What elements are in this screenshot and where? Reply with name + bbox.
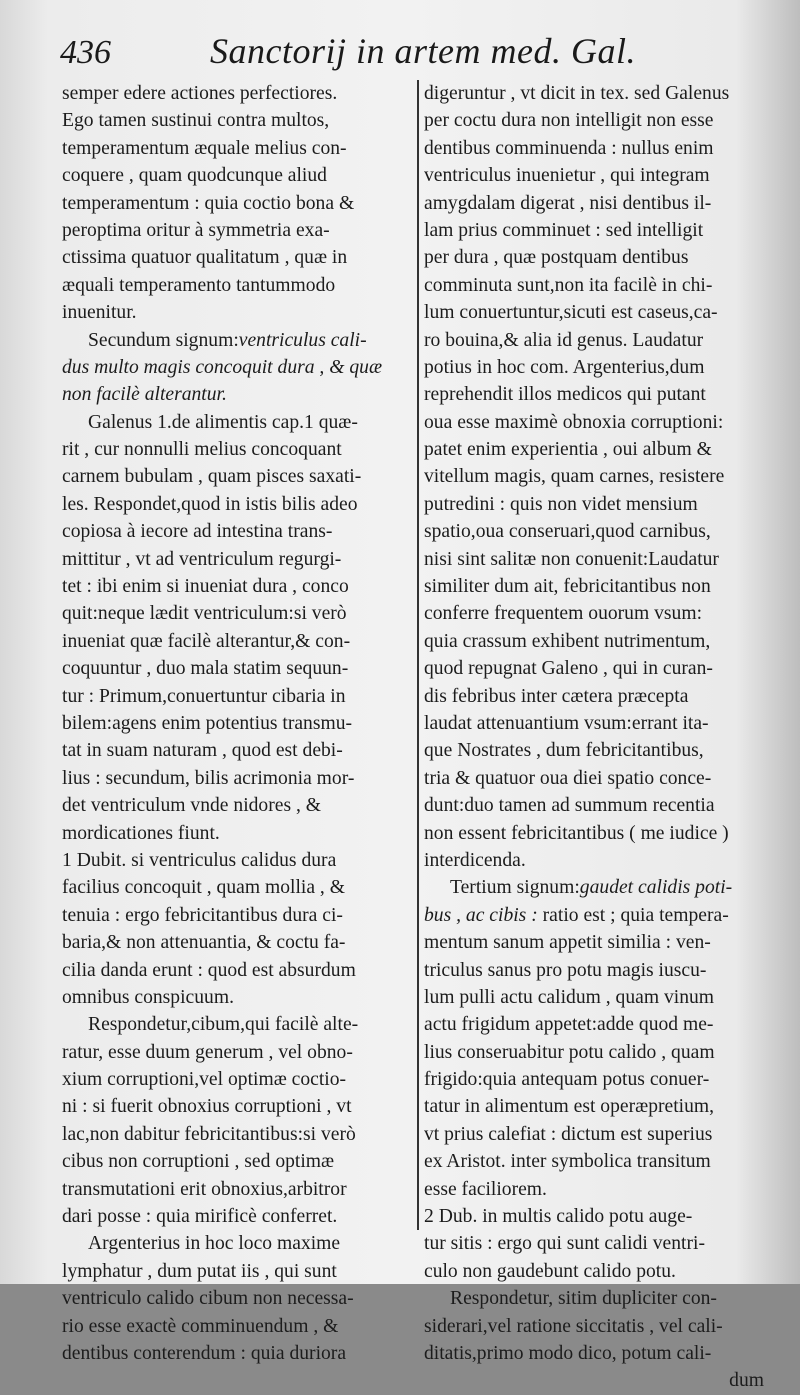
italic-text: gaudet calidis poti- xyxy=(579,877,733,899)
text-line xyxy=(62,1011,412,1038)
italic-text: ventriculus cali- xyxy=(238,329,367,351)
text-line xyxy=(62,683,412,710)
line-text: dum xyxy=(729,1370,764,1392)
line-text: les. Respondet,quod in istis bilis adeo xyxy=(62,493,358,515)
line-text: inuenitur. xyxy=(62,302,137,324)
text-line xyxy=(62,1148,412,1175)
text-line xyxy=(424,1367,764,1394)
text-line xyxy=(62,655,412,682)
text-line xyxy=(424,628,764,655)
line-text: non essent febricitantibus ( me iudice ) xyxy=(424,822,729,844)
line-text: tur sitis : ergo qui sunt calidi ventri- xyxy=(424,1233,705,1255)
italic-text: bus , ac cibis : xyxy=(424,904,538,926)
text-line xyxy=(62,217,412,244)
text-line xyxy=(424,984,764,1011)
column-divider xyxy=(417,80,419,1230)
line-text: actu frigidum appetet:adde quod me- xyxy=(424,1014,714,1036)
line-text: potius in hoc com. Argenterius,dum xyxy=(424,356,705,378)
text-line xyxy=(62,518,412,545)
text-line xyxy=(424,1313,764,1340)
line-text: tenuia : ergo febricitantibus dura ci- xyxy=(62,904,343,926)
text-line xyxy=(62,1340,412,1367)
text-line xyxy=(424,327,764,354)
line-text: similiter dum ait, febricitantibus non xyxy=(424,576,711,598)
line-text: facilius concoquit , quam mollia , & xyxy=(62,877,345,899)
line-text: digeruntur , vt dicit in tex. sed Galenus xyxy=(424,83,730,104)
line-text: tria & quatuor oua diei spatio conce- xyxy=(424,767,712,789)
line-text: oua esse maximè obnoxia corruptioni: xyxy=(424,411,724,433)
text-line xyxy=(424,1340,764,1367)
text-line xyxy=(424,1258,764,1285)
text-line xyxy=(62,1230,412,1257)
text-line xyxy=(424,1230,764,1257)
text-line xyxy=(62,902,412,929)
page-number: 436 xyxy=(60,34,111,71)
text-line xyxy=(62,1203,412,1230)
line-text: dari posse : quia mirificè conferret. xyxy=(62,1206,338,1228)
line-text: cilia danda erunt : quod est absurdum xyxy=(62,959,356,981)
text-line xyxy=(62,190,412,217)
text-line xyxy=(62,600,412,627)
text-line xyxy=(62,463,412,490)
line-text: tat in suam naturam , quod est debi- xyxy=(62,740,343,762)
text-line xyxy=(424,874,764,901)
line-text: ex Aristot. inter symbolica transitum xyxy=(424,1151,711,1173)
text-line xyxy=(62,436,412,463)
line-text: peroptima oritur à symmetria exa- xyxy=(62,219,330,241)
page-header xyxy=(60,28,780,78)
text-line xyxy=(62,957,412,984)
line-text: temperamentum æquale melius con- xyxy=(62,137,347,159)
text-line xyxy=(62,409,412,436)
line-text: transmutationi erit obnoxius,arbitror xyxy=(62,1178,347,1200)
line-text: comminuta sunt,non ita facilè in chi- xyxy=(424,274,713,296)
text-line xyxy=(62,272,412,299)
line-text: Secundum signum: xyxy=(88,329,239,351)
line-text: frigido:quia antequam potus conuer- xyxy=(424,1069,710,1091)
line-text: lymphatur , dum putat iis , qui sunt xyxy=(62,1260,337,1282)
text-line xyxy=(62,381,412,408)
line-text: amygdalam digerat , nisi dentibus il- xyxy=(424,192,712,214)
line-text: per coctu dura non intelligit non esse xyxy=(424,110,714,132)
text-line xyxy=(62,135,412,162)
text-line xyxy=(62,737,412,764)
text-line xyxy=(62,1121,412,1148)
text-line xyxy=(424,1121,764,1148)
text-line xyxy=(62,628,412,655)
line-text: lac,non dabitur febricitantibus:si verò xyxy=(62,1123,356,1145)
line-text: Galenus 1.de alimentis cap.1 quæ- xyxy=(88,411,358,433)
line-text: æquali temperamento tantummodo xyxy=(62,274,336,296)
line-text: reprehendit illos medicos qui putant xyxy=(424,384,706,406)
line-text: lum pulli actu calidum , quam vinum xyxy=(424,986,715,1008)
italic-text: non facilè alterantur. xyxy=(62,384,227,406)
text-line xyxy=(424,80,764,107)
text-line xyxy=(424,1093,764,1120)
text-line xyxy=(424,217,764,244)
line-text: mentum sanum appetit similia : ven- xyxy=(424,932,711,954)
text-line xyxy=(62,573,412,600)
text-line xyxy=(424,765,764,792)
line-text: Argenterius in hoc loco maxime xyxy=(88,1233,341,1255)
text-line xyxy=(424,792,764,819)
text-line xyxy=(424,546,764,573)
line-text: triculus sanus pro potu magis iuscu- xyxy=(424,959,707,981)
line-text: coquuntur , duo mala statim sequun- xyxy=(62,658,349,680)
text-line xyxy=(424,600,764,627)
italic-text: dus multo magis concoquit dura , & quæ xyxy=(62,356,383,378)
line-text: dentibus comminuenda : nullus enim xyxy=(424,137,714,159)
line-text: mittitur , vt ad ventriculum regurgi- xyxy=(62,548,342,570)
text-line xyxy=(62,244,412,271)
line-text: quit:neque lædit ventriculum:si verò xyxy=(62,603,347,625)
text-line xyxy=(62,354,412,381)
line-text: mordicationes fiunt. xyxy=(62,822,220,844)
text-line xyxy=(424,655,764,682)
text-line xyxy=(424,463,764,490)
line-text: laudat attenuantium vsum:errant ita- xyxy=(424,712,709,734)
text-line xyxy=(424,929,764,956)
line-text: vitellum magis, quam carnes, resistere xyxy=(424,466,725,488)
running-title: Sanctorij in artem med. Gal. xyxy=(210,31,636,71)
text-line xyxy=(424,1148,764,1175)
text-line xyxy=(424,190,764,217)
text-line xyxy=(424,135,764,162)
line-text: ro bouina,& alia id genus. Laudatur xyxy=(424,329,704,351)
line-text: dis febribus inter cætera præcepta xyxy=(424,685,689,707)
line-text: omnibus conspicuum. xyxy=(62,986,234,1008)
line-text: temperamentum : quia coctio bona & xyxy=(62,192,355,214)
line-text: det ventriculum vnde nidores , & xyxy=(62,795,322,817)
text-line xyxy=(62,162,412,189)
text-line xyxy=(62,491,412,518)
line-text: culo non gaudebunt calido potu. xyxy=(424,1260,676,1282)
line-text: lius : secundum, bilis acrimonia mor- xyxy=(62,767,355,789)
right-text-column xyxy=(424,80,764,1395)
line-text: ventriculo calido cibum non necessa- xyxy=(62,1288,354,1310)
line-text: interdicenda. xyxy=(424,849,526,871)
line-text: bilem:agens enim potentius transmu- xyxy=(62,712,353,734)
text-line xyxy=(62,984,412,1011)
line-text: patet enim experientia , oui album & xyxy=(424,439,712,461)
line-text: baria,& non attenuantia, & coctu fa- xyxy=(62,932,346,954)
line-text: quia crassum exhibent nutrimentum, xyxy=(424,630,711,652)
text-line xyxy=(62,820,412,847)
text-line xyxy=(424,1285,764,1312)
line-text: conferre frequentem ouorum vsum: xyxy=(424,603,703,625)
line-text: copiosa à iecore ad intestina trans- xyxy=(62,521,333,543)
line-text: carnem bubulam , quam pisces saxati- xyxy=(62,466,362,488)
line-text: lam prius comminuet : sed intelligit xyxy=(424,219,704,241)
text-line xyxy=(424,902,764,929)
line-text: nisi sint salitæ non conuenit:Laudatur xyxy=(424,548,719,570)
text-line xyxy=(424,409,764,436)
text-line xyxy=(424,381,764,408)
line-text: ditatis,primo modo dico, potum cali- xyxy=(424,1342,712,1364)
line-text: Respondetur,cibum,qui facilè alte- xyxy=(88,1014,359,1036)
line-text: lum conuertuntur,sicuti est caseus,ca- xyxy=(424,302,718,324)
line-text: semper edere actiones perfectiores. xyxy=(62,83,338,104)
text-line xyxy=(62,792,412,819)
line-text: dentibus conterendum : quia duriora xyxy=(62,1342,347,1364)
text-line xyxy=(62,1176,412,1203)
line-text: dunt:duo tamen ad summum recentia xyxy=(424,795,715,817)
text-line xyxy=(424,1176,764,1203)
text-line xyxy=(424,1039,764,1066)
line-text: xium corruptioni,vel optimæ coctio- xyxy=(62,1069,347,1091)
text-line xyxy=(62,299,412,326)
text-line xyxy=(424,491,764,518)
line-text: Respondetur, sitim dupliciter con- xyxy=(450,1288,717,1310)
text-line xyxy=(424,107,764,134)
line-text: tatur in alimentum est operæpretium, xyxy=(424,1096,715,1118)
text-line xyxy=(424,244,764,271)
line-text: quod repugnat Galeno , qui in curan- xyxy=(424,658,713,680)
line-text: per dura , quæ postquam dentibus xyxy=(424,247,689,269)
text-line xyxy=(62,847,412,874)
line-text-after: ratio est ; quia tempera- xyxy=(537,904,729,926)
line-text: tet : ibi enim si inueniat dura , conco xyxy=(62,576,349,598)
line-text: putredini : quis non videt mensium xyxy=(424,493,698,515)
text-line xyxy=(62,1066,412,1093)
text-line xyxy=(424,710,764,737)
line-text: rit , cur nonnulli melius concoquant xyxy=(62,439,342,461)
text-line xyxy=(62,765,412,792)
line-text: lius conseruabitur potu calido , quam xyxy=(424,1041,715,1063)
text-line xyxy=(424,957,764,984)
line-text: siderari,vel ratione siccitatis , vel cali- xyxy=(424,1315,723,1337)
text-line xyxy=(62,929,412,956)
text-line xyxy=(62,1285,412,1312)
line-text: que Nostrates , dum febricitantibus, xyxy=(424,740,704,762)
text-line xyxy=(424,737,764,764)
line-text: ni : si fuerit obnoxius corruptioni , vt xyxy=(62,1096,352,1118)
line-text: ventriculus inuenietur , qui integram xyxy=(424,165,710,187)
text-line xyxy=(62,874,412,901)
text-line xyxy=(62,710,412,737)
line-text: inueniat quæ facilè alterantur,& con- xyxy=(62,630,351,652)
text-line xyxy=(424,299,764,326)
line-text: esse faciliorem. xyxy=(424,1178,547,1200)
line-text: ctissima quatuor qualitatum , quæ in xyxy=(62,247,348,269)
line-text: 2 Dub. in multis calido potu auge- xyxy=(424,1206,693,1228)
text-line xyxy=(62,546,412,573)
text-line xyxy=(424,573,764,600)
text-line xyxy=(424,820,764,847)
text-line xyxy=(62,80,412,107)
text-line xyxy=(424,1203,764,1230)
line-text: cibus non corruptioni , sed optimæ xyxy=(62,1151,335,1173)
line-text: vt prius calefiat : dictum est superius xyxy=(424,1123,713,1145)
line-text: tur : Primum,conuertuntur cibaria in xyxy=(62,685,346,707)
text-line xyxy=(424,354,764,381)
text-line xyxy=(424,436,764,463)
line-text: 1 Dubit. si ventriculus calidus dura xyxy=(62,849,337,871)
left-text-column xyxy=(62,80,412,1367)
text-line xyxy=(62,107,412,134)
text-line xyxy=(62,327,412,354)
text-line xyxy=(424,162,764,189)
text-line xyxy=(424,1066,764,1093)
text-line xyxy=(62,1039,412,1066)
line-text: rio esse exactè comminuendum , & xyxy=(62,1315,339,1337)
line-text: Ego tamen sustinui contra multos, xyxy=(62,110,330,132)
text-line xyxy=(424,272,764,299)
line-text: coquere , quam quodcunque aliud xyxy=(62,165,327,187)
text-line xyxy=(62,1313,412,1340)
line-text: spatio,oua conseruari,quod carnibus, xyxy=(424,521,711,543)
text-line xyxy=(62,1258,412,1285)
line-text: ratur, esse duum generum , vel obno- xyxy=(62,1041,353,1063)
text-line xyxy=(424,847,764,874)
line-text: Tertium signum: xyxy=(450,877,580,899)
text-line xyxy=(424,683,764,710)
text-line xyxy=(424,518,764,545)
text-line xyxy=(424,1011,764,1038)
text-line xyxy=(62,1093,412,1120)
